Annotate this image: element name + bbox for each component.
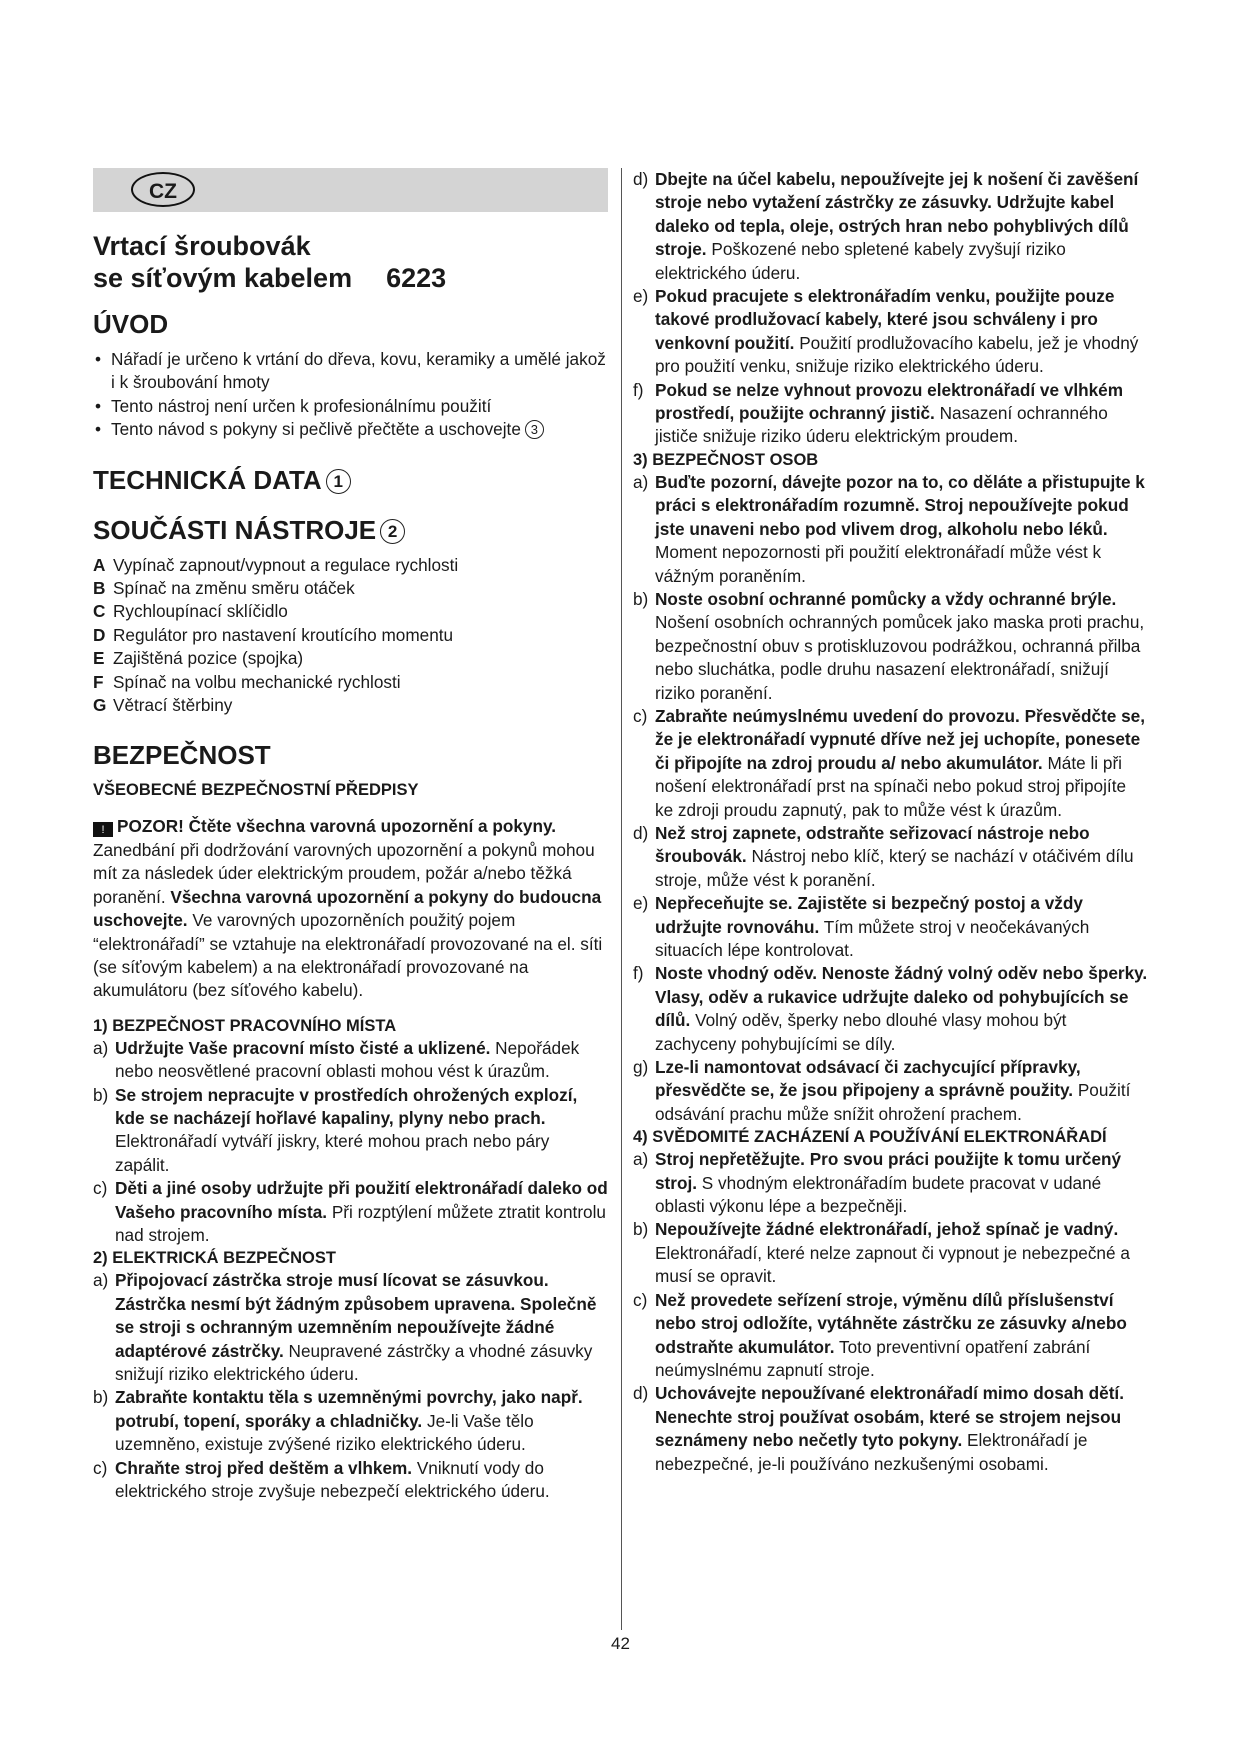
figure-ref: 3 — [525, 420, 544, 439]
title-line-1: Vrtací šroubovák — [93, 231, 311, 261]
part-item: E Zajištěná pozice (spojka) — [93, 648, 304, 669]
title-line-2: se síťovým kabelem — [93, 263, 353, 293]
list-item: e) Nepřeceňujte se. Zajistěte si bezpečný postoj a vždy udržujte rovnováhu. Tím můžete stroj v neočekávaných situacích lépe kontrolovat. — [633, 893, 1090, 960]
right-column — [633, 168, 1148, 1476]
section-3-heading: 3) BEZPEČNOST OSOB — [633, 450, 819, 469]
list-item: a) Buďte pozorní, dávejte pozor na to, co děláte a přistupujte k práci s elektronářadím rozumně. Stroj nepoužívejte pokud jste unaveni nebo pod vlivem drog, alkoholu nebo léků. Moment nepozornosti při použití elektronářadí může vést k vážným poraněním. — [633, 471, 1145, 586]
list-item: g) Lze-li namontovat odsávací či zachycující přípravky, přesvědčte se, že jsou připojeny a správně použity. Použití odsávání prachu může snížit ohrožení prachem. — [633, 1057, 1131, 1124]
part-item: A Vypínač zapnout/vypnout a regulace rychlosti — [93, 554, 459, 575]
list-item: e) Pokud pracujete s elektronářadím venku, použijte pouze takové prodlužovací kabely, které jsou schváleny i pro venkovní použití. Použití prodlužovacího kabelu, jež je vhodný pro použití venku, snižuje riziko elektrického úderu. — [633, 286, 1139, 377]
intro-heading: ÚVOD — [93, 309, 169, 339]
list-item: a) Udržujte Vaše pracovní místo čisté a uklizené. Nepořádek nebo neosvětlené pracovní oblasti mohou vést k úrazům. — [93, 1037, 580, 1082]
general-safety-heading: VŠEOBECNÉ BEZPEČNOSTNÍ PŘEDPISY — [93, 781, 419, 800]
part-item: C Rychloupínací sklíčidlo — [93, 601, 288, 622]
list-item: • Tento návod s pokyny si pečlivě přečtěte a uschovejte 3 — [93, 418, 608, 441]
language-bar — [93, 168, 608, 212]
list-item: c) Zabraňte neúmyslnému uvedení do provozu. Přesvědčte se, že je elektronářadí vypnuté dříve než jej uchopíte, ponesete či připojíte na zdroj proudu a/ nebo akumulátor. Máte li při nošení elektronářadí prst na spínači nebo pokud stroj připojíte ke zdroji proudu zapnutý, pak to může vést k úrazům. — [633, 705, 1145, 820]
safety-heading: BEZPEČNOST — [93, 740, 271, 771]
intro-list — [93, 348, 608, 442]
section-2-heading: 2) ELEKTRICKÁ BEZPEČNOST — [93, 1249, 336, 1268]
list-item: c) Chraňte stroj před deštěm a vlhkem. Vniknutí vody do elektrického stroje zvyšuje nebezpečí elektrického úderu. — [93, 1457, 550, 1502]
tech-heading: TECHNICKÁ DATA 1 — [93, 464, 608, 496]
left-column — [93, 168, 608, 1503]
list-item: a) Stroj nepřetěžujte. Pro svou práci použijte k tomu určený stroj. S vhodným elektronářadím budete pracovat v udané oblasti výkonu lépe a bezpečněji. — [633, 1149, 1122, 1217]
list-item: d) Dbejte na účel kabelu, nepoužívejte jej k nošení či zavěšení stroje nebo vytažení zástrčky ze zásuvky. Udržujte kabel daleko od tepla, oleje, ostrých hran nebo pohyblivých dílů stroje. Poškozené nebo spletené kabely zvyšují riziko elektrického úderu. — [633, 169, 1139, 283]
list-item: • Nářadí je určeno k vrtání do dřeva, kovu, keramiky a umělé jakož i k šroubování hmoty — [93, 348, 608, 395]
list-item: b) Zabraňte kontaktu těla s uzemněnými povrchy, jako např. potrubí, topení, sporáky a chladničky. Je-li Vaše tělo uzemněno, existuje zvýšené riziko elektrického úderu. — [93, 1387, 583, 1455]
part-item: G Větrací štěrbiny — [93, 695, 233, 716]
list-item: c) Než provedete seřízení stroje, výměnu dílů příslušenství nebo stroj odložíte, vytáhněte zástrčku ze zásuvky a/nebo odstraňte akumulátor. Toto preventivní opatření zabrání neúmyslnému zapnutí stroje. — [633, 1289, 1127, 1380]
model-number: 6223 — [386, 263, 447, 293]
list-item: d) Uchovávejte nepoužívané elektronářadí mimo dosah dětí. Nenechte stroj používat osobám, které se strojem nejsou seznámeny nebo nečetly tyto pokyny. Elektronářadí je nebezpečné, je-li používáno nezkušenými osobami. — [633, 1383, 1124, 1474]
list-item: b) Nepoužívejte žádné elektronářadí, jehož spínač je vadný. Elektronářadí, které nelze zapnout či vypnout je nebezpečné a musí se opravit. — [633, 1219, 1130, 1287]
section-1-heading: 1) BEZPEČNOST PRACOVNÍHO MÍSTA — [93, 1016, 397, 1035]
list-item: f) Pokud se nelze vyhnout provozu elektronářadí ve vlhkém prostředí, použijte ochranný jistič. Nasazení ochranného jističe snižuje riziko úderu elektrickým proudem. — [633, 379, 1124, 447]
parts-list — [93, 554, 608, 718]
list-item: • Tento nástroj není určen k profesionálnímu použití — [93, 395, 608, 418]
list-item: a) Připojovací zástrčka stroje musí lícovat se zásuvkou. Zástrčka nesmí být žádným způsobem upravena. Společně se stroji s ochranným uzemněním nepoužívejte žádné adaptérové zástrčky. Neupravené zástrčky a vhodné zásuvky snižují riziko elektrického úderu. — [93, 1270, 597, 1384]
list-item: b) Se strojem nepracujte v prostředích ohrožených explozí, kde se nacházejí hořlavé kapaliny, plyny nebo prach. Elektronářadí vytváří jiskry, které mohou prach nebo páry zapálit. — [93, 1084, 578, 1175]
part-item: B Spínač na změnu směru otáček — [93, 578, 355, 599]
page-number: 42 — [611, 1634, 630, 1653]
list-item: f) Noste vhodný oděv. Nenoste žádný volný oděv nebo šperky. Vlasy, oděv a rukavice udržujte daleko od pohybujících se dílů. Volný oděv, šperky nebo dlouhé vlasy mohou být zachyceny pohybujícími se díly. — [633, 963, 1148, 1054]
figure-ref: 2 — [380, 519, 405, 544]
column-divider — [621, 168, 622, 1630]
parts-heading: SOUČÁSTI NÁSTROJE 2 — [93, 514, 608, 546]
figure-ref: 1 — [326, 469, 351, 494]
list-item: d) Než stroj zapnete, odstraňte seřizovací nástroje nebo šroubovák. Nástroj nebo klíč, který se nachází v otáčivém dílu stroje, může vést k poranění. — [633, 822, 1134, 890]
product-title — [93, 230, 608, 294]
part-item: F Spínač na volbu mechanické rychlosti — [93, 671, 401, 692]
language-badge: CZ — [131, 172, 195, 207]
part-item: D Regulátor pro nastavení kroutícího momentu — [93, 624, 454, 645]
warning-paragraph: ! POZOR! Čtěte všechna varovná upozornění a pokyny. Zanedbání při dodržování varovných upozornění a pokynů mohou mít za následek úder elektrickým proudem, požár a/nebo těžká poranění. Všechna varovná upozornění a pokyny do budoucna uschovejte. Ve varovných upozorněních použitý pojem “elektronářadí” se vztahuje na elektronářadí provozované na el. síti (se síťovým kabelem) a na elektronářadí provozované na akumulátoru (bez síťového kabelu). — [93, 816, 603, 1001]
section-4-heading: 4) SVĚDOMITÉ ZACHÁZENÍ A POUŽÍVÁNÍ ELEKTRONÁŘADÍ — [633, 1128, 1107, 1147]
list-item: c) Děti a jiné osoby udržujte při použití elektronářadí daleko od Vašeho pracovního místa. Při rozptýlení můžete ztratit kontrolu nad strojem. — [93, 1178, 608, 1245]
list-item: b) Noste osobní ochranné pomůcky a vždy ochranné brýle. Nošení osobních ochranných pomůcek jako maska proti prachu, bezpečnostní obuv s protiskluzovou podrážkou, ochranná přilba nebo sluchátka, podle druhu nasazení elektronářadí, snižují riziko poranění. — [633, 588, 1145, 703]
warning-icon: ! — [93, 822, 113, 837]
